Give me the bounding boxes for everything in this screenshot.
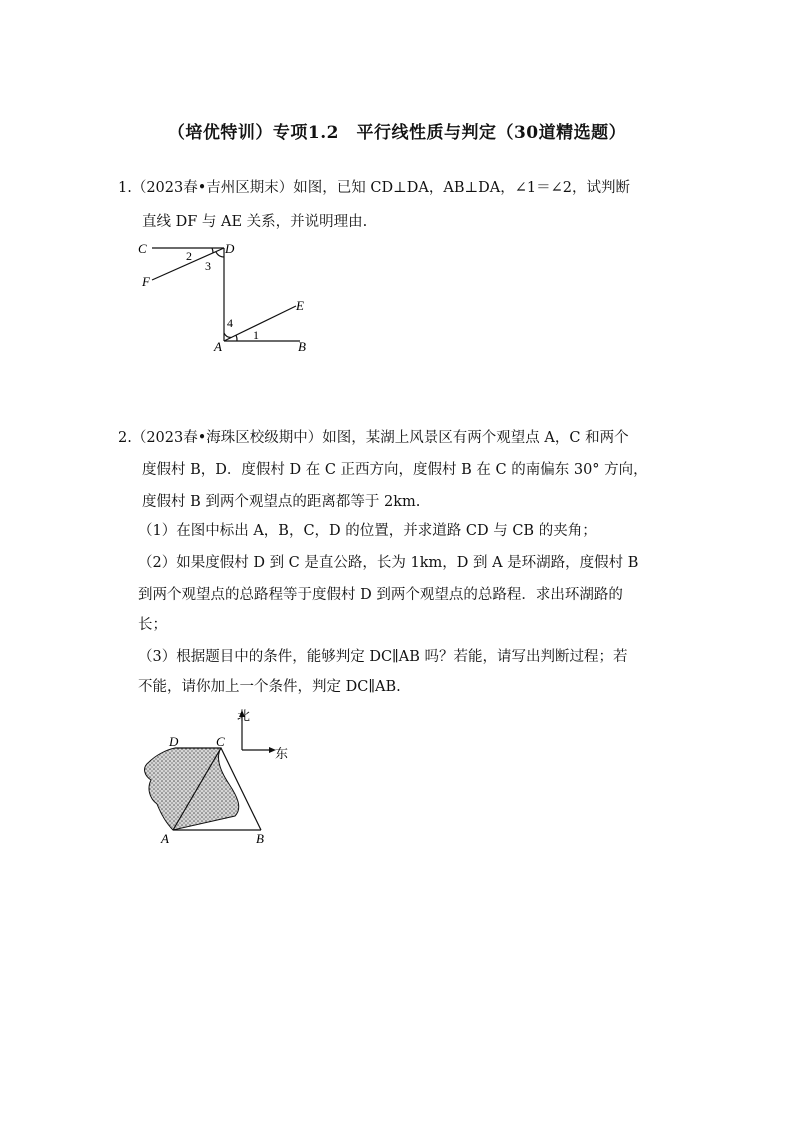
q2-part-2-line-3: 长； xyxy=(138,617,167,633)
q1-line-2: 直线 DF 与 AE 关系，并说明理由. xyxy=(142,214,368,230)
label-f: F xyxy=(142,274,150,289)
q2-line-1: 2.（2023春•海珠区校级期中）如图，某湖上风景区有两个观望点 A，C 和两个 xyxy=(118,430,629,446)
label-4: 4 xyxy=(227,316,233,330)
label-3: 3 xyxy=(205,259,211,273)
q2-part-3-line-2: 不能，请你加上一个条件，判定 DC∥AB. xyxy=(138,679,401,695)
label-a: A xyxy=(161,831,169,846)
angle-3-arc xyxy=(216,252,224,257)
q1-line-1: 1.（2023春•吉州区期末）如图，已知 CD⊥DA，AB⊥DA，∠1＝∠2，试判断 xyxy=(118,180,630,196)
lake-shape xyxy=(145,748,239,830)
label-north: 北 xyxy=(237,708,251,723)
label-b: B xyxy=(256,831,264,846)
label-c: C xyxy=(216,734,225,749)
q2-part-1: （1）在图中标出 A，B，C，D 的位置，并求道路 CD 与 CB 的夹角； xyxy=(138,523,597,539)
page-title: （培优特训）专项1.2 平行线性质与判定（30道精选题） xyxy=(167,123,627,143)
label-e: E xyxy=(296,298,304,313)
angle-4-arc xyxy=(224,333,231,338)
label-c: C xyxy=(138,241,147,256)
q2-figure xyxy=(125,700,305,850)
label-d: D xyxy=(169,734,179,749)
label-2: 2 xyxy=(186,249,192,263)
label-a: A xyxy=(214,339,222,354)
label-1: 1 xyxy=(253,328,259,342)
label-east: 东 xyxy=(275,746,289,761)
q2-line-3: 度假村 B 到两个观望点的距离都等于 2km. xyxy=(142,494,421,510)
label-d: D xyxy=(225,241,235,256)
q2-line-2: 度假村 B，D．度假村 D 在 C 正西方向，度假村 B 在 C 的南偏东 30° 方向， xyxy=(142,462,648,478)
label-b: B xyxy=(298,339,306,354)
q2-part-2-line-1: （2）如果度假村 D 到 C 是直公路，长为 1km，D 到 A 是环湖路，度假村 B xyxy=(138,555,639,571)
angle-1-arc xyxy=(236,335,237,341)
q1-figure xyxy=(130,238,330,358)
q2-part-2-line-2: 到两个观望点的总路程等于度假村 D 到两个观望点的总路程．求出环湖路的 xyxy=(138,587,623,603)
angle-2-arc xyxy=(212,248,213,253)
line-ae xyxy=(224,306,296,341)
q2-part-3-line-1: （3）根据题目中的条件，能够判定 DC∥AB 吗？若能，请写出判断过程；若 xyxy=(138,649,628,665)
